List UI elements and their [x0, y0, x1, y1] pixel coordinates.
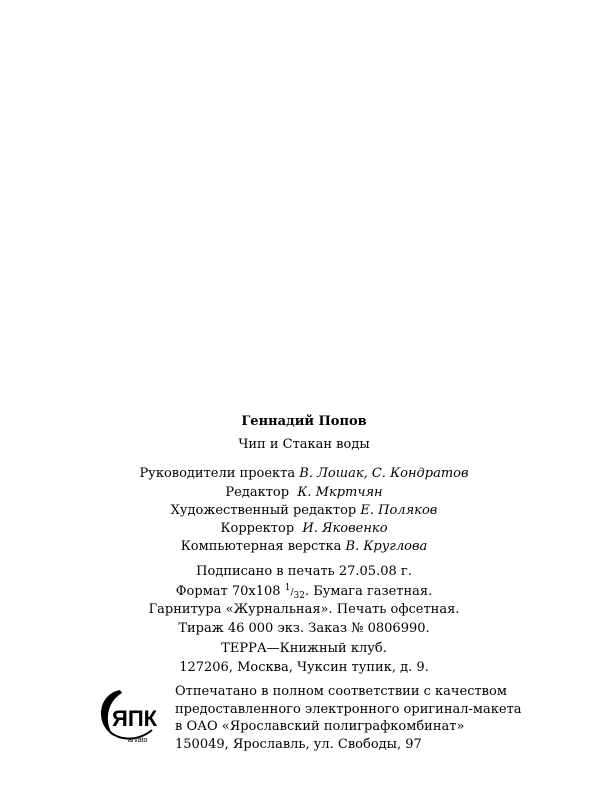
- credit-role: Художественный редактор: [170, 503, 357, 518]
- credit-editor: [0, 485, 608, 500]
- publisher-address: 127206, Москва, Чуксин тупик, д. 9.: [179, 660, 429, 675]
- signed-for-print: Подписано в печать 27.05.08 г.: [196, 564, 412, 579]
- fraction-denominator: 32: [293, 591, 305, 601]
- logo-letters: ЯПК: [112, 706, 158, 731]
- credit-name: И. Яковенко: [302, 521, 388, 536]
- credit-layout: [0, 539, 608, 554]
- logo-swoosh-icon: [92, 684, 176, 744]
- credit-proofreader: [0, 521, 608, 536]
- credit-name: В. Лошак, С. Кондратов: [299, 466, 469, 481]
- credit-art-editor: [0, 503, 608, 518]
- printer-line: 150049, Ярославль, ул. Свободы, 97: [175, 736, 422, 752]
- format-suffix: . Бумага газетная.: [304, 584, 433, 599]
- format-line: [0, 583, 608, 601]
- printer-line: в ОАО «Ярославский полиграфкомбинат»: [175, 719, 465, 734]
- credit-name: Е. Поляков: [360, 503, 438, 518]
- format-prefix: Формат 70х108: [175, 584, 281, 599]
- printer-info: [175, 683, 522, 753]
- publisher-name: ТЕРРА—Книжный клуб.: [221, 641, 387, 656]
- credit-role: Руководители проекта: [139, 466, 296, 481]
- circulation-line: Тираж 46 000 экз. Заказ № 0806990.: [178, 621, 430, 636]
- book-title: Чип и Стакан воды: [238, 437, 370, 452]
- printer-line: Отпечатано в полном соответствии с качеством: [175, 684, 507, 699]
- format-fraction: 1/32: [284, 583, 305, 601]
- author-name: Геннадий Попов: [241, 414, 367, 429]
- credit-name: К. Мкртчян: [297, 485, 383, 500]
- printer-line: предоставленного электронного оригинал-макета: [175, 701, 522, 717]
- credit-role: Компьютерная верстка: [180, 539, 342, 554]
- credit-role: Корректор: [220, 521, 295, 536]
- credit-name: В. Круглова: [345, 539, 428, 554]
- typeface-line: Гарнитура «Журнальная». Печать офсетная.: [148, 602, 460, 617]
- fraction-numerator: 1: [284, 583, 291, 593]
- credit-project-leads: [0, 466, 608, 481]
- credit-role: Редактор: [225, 485, 290, 500]
- printer-logo: [92, 684, 176, 744]
- logo-sub: arvato: [128, 737, 148, 744]
